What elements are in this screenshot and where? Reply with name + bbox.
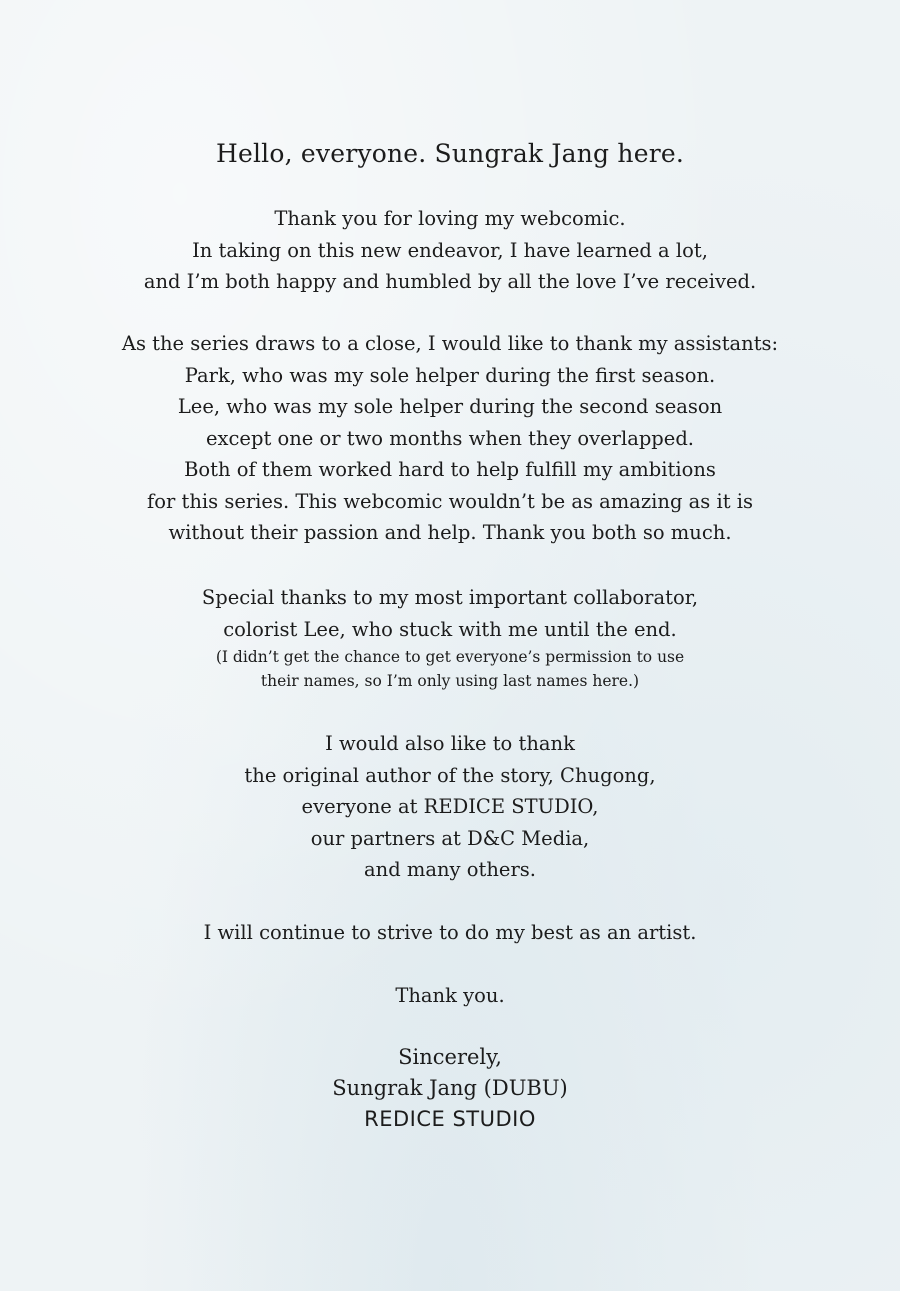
paragraph-thank-you [0,980,900,1012]
paragraph-assistants [0,328,900,549]
text-line: Thank you for loving my webcomic. [274,207,626,230]
text-line: I would also like to thank [325,732,575,755]
text-line: Thank you. [395,984,505,1007]
signature-studio: REDICE STUDIO [364,1107,536,1131]
text-line: colorist Lee, who stuck with me until the end. [223,617,677,641]
text-line: our partners at D&C Media, [310,826,590,850]
text-line: without their passion and help. Thank you both so much. [168,521,732,544]
text-line: Park, who was my sole helper during the first season. [184,363,716,387]
note-line: (I didn’t get the chance to get everyone’s permission to use [215,648,685,666]
paragraph-thanks [0,203,900,298]
text-line: the original author of the story, Chugong, [244,763,656,787]
signature-name: Sungrak Jang (DUBU) [332,1076,568,1100]
note-line: their names, so I’m only using last names here.) [260,672,640,690]
text-line: I will continue to strive to do my best as an artist. [203,921,697,944]
paragraph-strive [0,917,900,949]
text-line: Both of them worked hard to help fulfill my ambitions [184,458,716,481]
text-line: for this series. This webcomic wouldn’t be as amazing as it is [147,489,753,513]
text-line: except one or two months when they overlapped. [205,426,695,450]
text-line: and many others. [364,858,536,881]
signature [0,1042,900,1135]
paragraph-partners [0,728,900,886]
text-line: and I’m both happy and humbled by all the love I’ve received. [143,270,757,293]
paragraph-colorist [0,582,900,645]
letter-title: Hello, everyone. Sungrak Jang here. [215,139,684,168]
text-line: Lee, who was my sole helper during the second season [177,395,723,418]
paragraph-note [0,645,900,693]
text-line: In taking on this new endeavor, I have learned a lot, [192,238,708,262]
text-line: Special thanks to my most important collaborator, [201,586,699,609]
signature-closing: Sincerely, [398,1045,502,1069]
text-line: As the series draws to a close, I would like to thank my assistants: [121,332,779,355]
text-line: everyone at REDICE STUDIO, [301,795,599,818]
